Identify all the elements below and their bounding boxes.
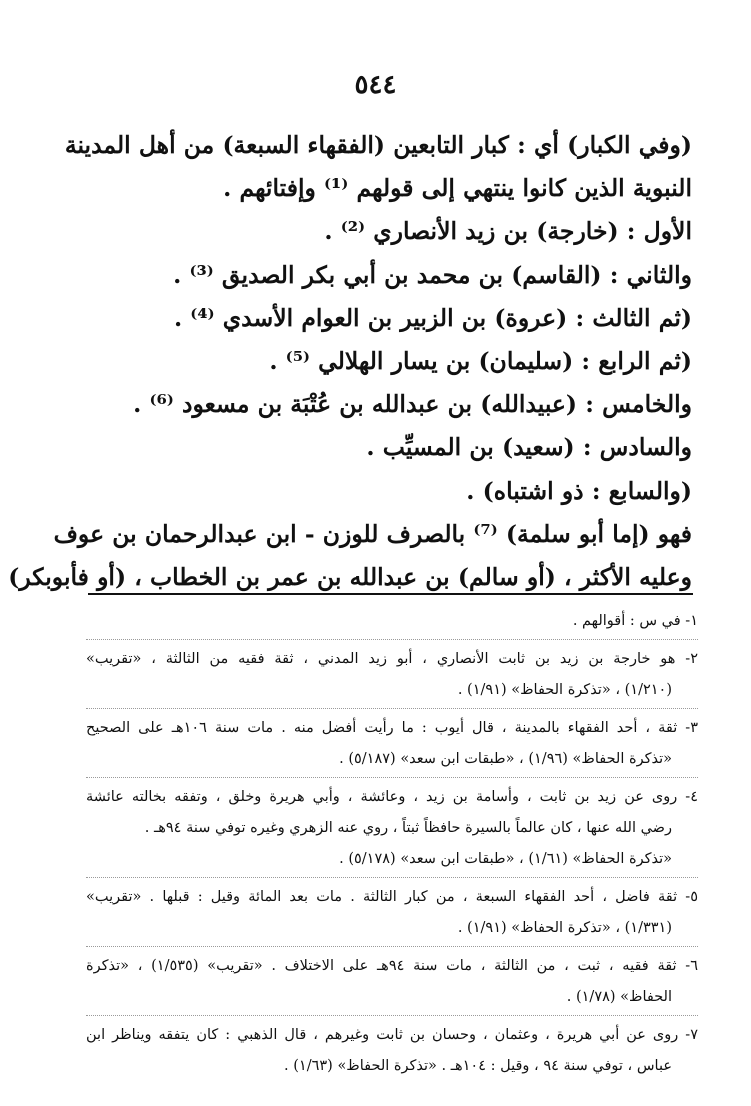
main-text-line: (ثم الرابع : (سليمان) بن يسار الهلالي ⁽⁵⁾ . — [269, 346, 692, 375]
main-text-line: والسادس : (سعيد) بن المسيِّب . — [366, 433, 692, 462]
main-text-line: فهو (إما أبو سلمة) ⁽⁷⁾ بالصرف للوزن - ابن عبدالرحمان بن عوف — [53, 519, 692, 548]
footnote — [86, 951, 698, 1016]
footnote-line: ٧- روى عن أبي هريرة ، وعثمان ، وحسان بن ثابت وغيرهم ، قال الذهبي : كان يتفقه ويناظر ابن — [86, 1027, 698, 1043]
footnote — [86, 882, 698, 947]
footnote-line: (١/٢١٠) ، «تذكرة الحفاظ» (١/٩١) . — [457, 682, 672, 698]
footnote — [86, 782, 698, 878]
footnote-line: «تذكرة الحفاظ» (١/٩٦) ، «طبقات ابن سعد» (٥/١٨٧) . — [339, 751, 672, 767]
footnote-line: ٤- روى عن زيد بن ثابت ، وأسامة بن زيد ، وعائشة ، وأبي هريرة وخلق ، وتفقه بخالته عائشة — [86, 789, 698, 805]
footnote-line: ٦- ثقة فقيه ، ثبت ، من الثالثة ، مات سنة ٩٤هـ على الاختلاف . «تقريب» (١/٥٣٥) ، «تذكرة — [86, 958, 698, 974]
page-number: ٥٤٤ — [354, 70, 397, 100]
footnote — [86, 644, 698, 709]
main-text-line: والخامس : (عبيدالله) بن عبدالله بن عُتْبَة بن مسعود ⁽⁶⁾ . — [133, 390, 692, 419]
main-text-line: الأول : (خارجة) بن زيد الأنصاري ⁽²⁾ . — [324, 217, 692, 246]
main-text-line: وعليه الأكثر ، (أو سالم) بن عبدالله بن عمر بن الخطاب ، (أو فأبوبكر) — [8, 562, 692, 591]
main-text-line: النبوية الذين كانوا ينتهي إلى قولهم ⁽¹⁾ وإفتائهم . — [223, 174, 692, 203]
main-text-line: (والسابع : ذو اشتباه) . — [466, 476, 692, 505]
footnote-line: رضي الله عنها ، كان عالماً بالسيرة حافظاً ثبتاً ، روي عنه الزهري وغيره توفي سنة ٩٤هـ . — [144, 820, 672, 836]
main-text — [8, 124, 692, 599]
main-text-line: (ثم الثالث : (عروة) بن الزبير بن العوام الأسدي ⁽⁴⁾ . — [173, 303, 692, 332]
footnotes — [86, 606, 698, 1088]
footnote — [86, 713, 698, 778]
footnote-line: ٣- ثقة ، أحد الفقهاء بالمدينة ، قال أيوب : ما رأيت أفضل منه . مات سنة ١٠٦هـ على الصحيح — [86, 720, 698, 736]
footnote-line: عباس ، توفي سنة ٩٤ ، وقيل : ١٠٤هـ . «تذكرة الحفاظ» (١/٦٣) . — [284, 1058, 672, 1074]
main-text-line: (وفي الكبار) أي : كبار التابعين (الفقهاء السبعة) من أهل المدينة — [64, 131, 692, 159]
main-text-line: والثاني : (القاسم) بن محمد بن أبي بكر الصديق ⁽³⁾ . — [173, 260, 692, 289]
footnote-line: (١/٣٣١) ، «تذكرة الحفاظ» (١/٩١) . — [457, 920, 672, 936]
footnote — [86, 606, 698, 640]
footnote-line: الحفاظ» (١/٧٨) . — [566, 989, 672, 1005]
footnote-line: ٢- هو خارجة بن زيد بن ثابت الأنصاري ، أبو زيد المدني ، ثقة فقيه من الثالثة ، «تقريب» — [86, 651, 698, 667]
footnote-line: ٥- ثقة فاضل ، أحد الفقهاء السبعة ، من كبار الثالثة . مات بعد المائة وقيل : قبلها . «تقريب» — [86, 889, 698, 905]
footnote-line: ١- في س : أقوالهم . — [572, 613, 698, 629]
footnote — [86, 1020, 698, 1084]
footnote-line: «تذكرة الحفاظ» (١/٦١) ، «طبقات ابن سعد» (٥/١٧٨) . — [339, 851, 672, 867]
footnote-separator — [88, 593, 693, 595]
